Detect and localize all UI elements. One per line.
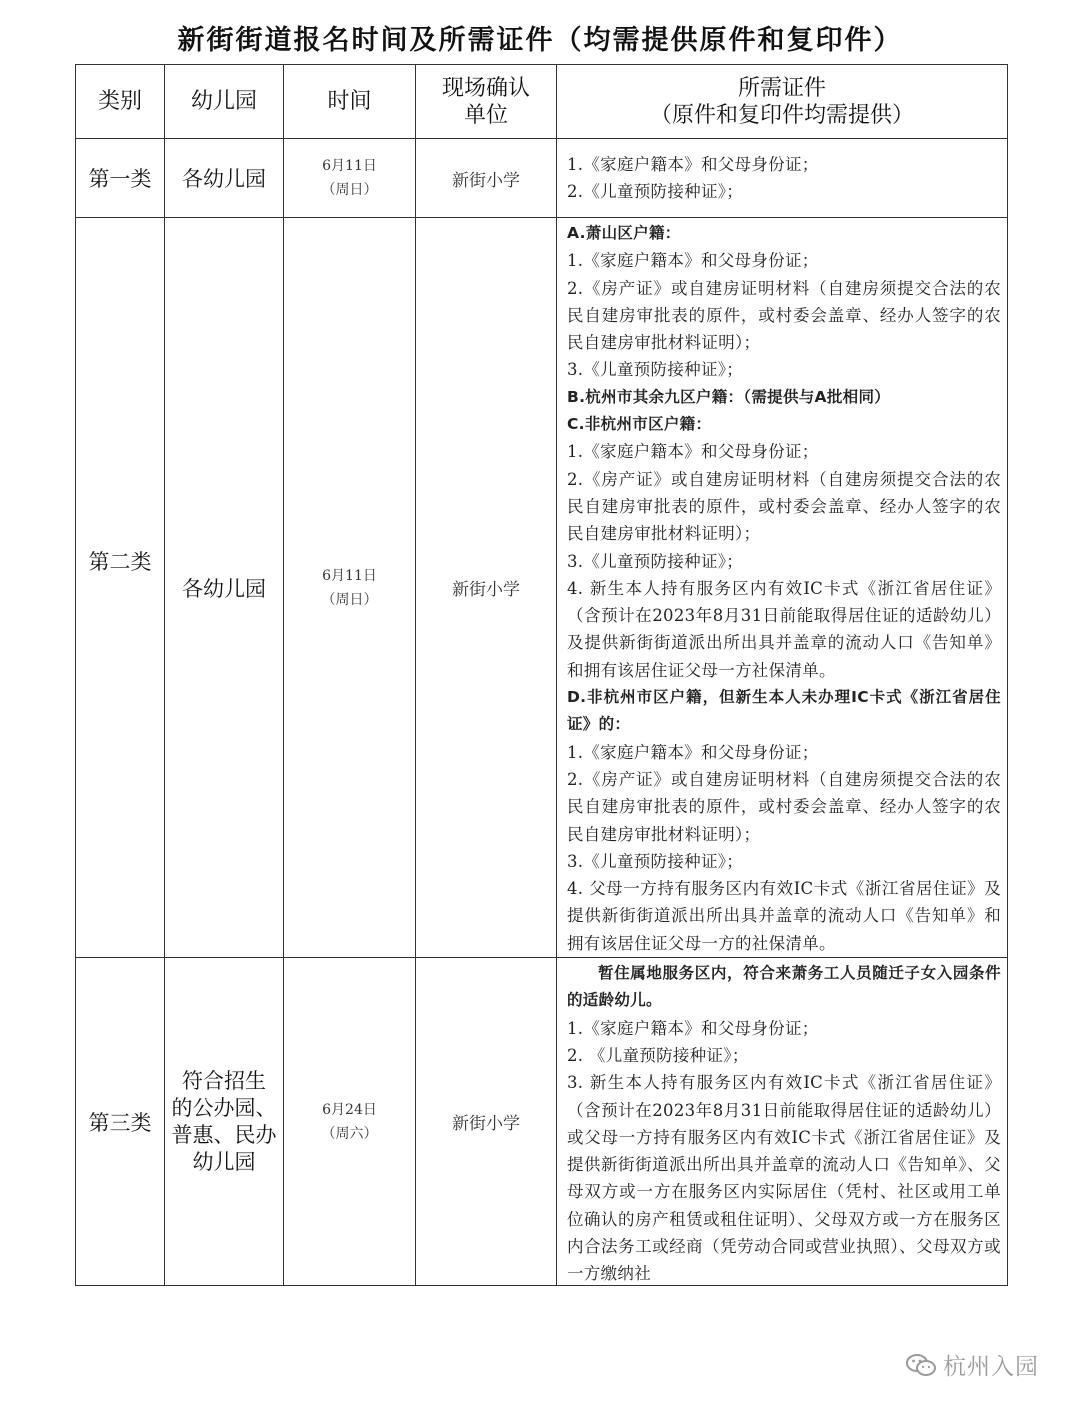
- row-time: 6月24日 （周六）: [284, 958, 416, 1286]
- doc-line: B.杭州市其余九区户籍：（需提供与A批相同）: [567, 387, 891, 406]
- row-time: 6月11日 （周日）: [284, 139, 416, 218]
- header-docs: 所需证件 （原件和复印件均需提供）: [557, 65, 1008, 139]
- doc-line: 3.《儿童预防接种证》；: [567, 360, 744, 380]
- row-kindergarten: 符合招生 的公办园、 普惠、民办 幼儿园: [165, 958, 284, 1286]
- doc-line: 1.《家庭户籍本》和父母身份证；: [567, 155, 819, 174]
- wechat-icon: [905, 1352, 937, 1378]
- doc-line: 1.《家庭户籍本》和父母身份证；: [567, 442, 819, 462]
- doc-line: 3.《儿童预防接种证》；: [567, 851, 744, 871]
- doc-line: A.萧山区户籍：: [567, 224, 681, 242]
- doc-line: C.非杭州市区户籍：: [567, 415, 712, 434]
- row-kindergarten: 各幼儿园: [165, 218, 284, 958]
- page-title: 新街街道报名时间及所需证件（均需提供原件和复印件）: [177, 25, 903, 56]
- doc-line: 3.《儿童预防接种证》；: [567, 551, 744, 571]
- table-row: [76, 218, 1008, 958]
- doc-line: 2.《房产证》或自建房证明材料（自建房须提交合法的农民自建房审批表的原件，或村委会盖章、经办人签字的农民自建房审批材料证明）；: [567, 769, 1001, 844]
- doc-line: 1.《家庭户籍本》和父母身份证；: [567, 251, 819, 271]
- row-unit: 新街小学: [416, 218, 557, 958]
- header-kindergarten: 幼儿园: [165, 65, 284, 139]
- table-row: [76, 958, 1008, 1286]
- doc-line: 1.《家庭户籍本》和父母身份证；: [567, 1018, 819, 1038]
- row-docs: [557, 218, 1008, 958]
- row-kindergarten: 各幼儿园: [165, 139, 284, 218]
- row-unit: 新街小学: [416, 958, 557, 1286]
- table-row: [76, 139, 1008, 218]
- watermark: [905, 1348, 1039, 1381]
- doc-line: 1.《家庭户籍本》和父母身份证；: [567, 742, 819, 762]
- header-unit: 现场确认 单位: [416, 65, 557, 139]
- doc-line: 2. 《儿童预防接种证》；: [567, 1045, 749, 1065]
- header-time: 时间: [284, 65, 416, 139]
- registration-table: [75, 64, 1008, 1286]
- table-header-row: [76, 65, 1008, 139]
- row-time: 6月11日 （周日）: [284, 218, 416, 958]
- doc-line: 2.《房产证》或自建房证明材料（自建房须提交合法的农民自建房审批表的原件，或村委会盖章、经办人签字的农民自建房审批材料证明）；: [567, 278, 1001, 353]
- row-docs: [557, 139, 1008, 218]
- row-unit: 新街小学: [416, 139, 557, 218]
- doc-line: D.非杭州市区户籍，但新生本人未办理IC卡式《浙江省居住证》的：: [567, 688, 1001, 734]
- row-category: 第三类: [76, 958, 165, 1286]
- watermark-text: 杭州入园: [943, 1354, 1039, 1380]
- doc-line: 2.《儿童预防接种证》；: [567, 182, 744, 202]
- doc-line: 暂住属地服务区内，符合来萧务工人员随迁子女入园条件的适龄幼儿。: [567, 964, 1001, 1010]
- doc-line: 3. 新生本人持有服务区内有效IC卡式《浙江省居住证》（含预计在2023年8月31日前能取得居住证的适龄幼儿）或父母一方持有服务区内有效IC卡式《浙江省居住证》及提供新街街道派出所出具并盖章的流动人口《告知单》、父母双方或一方在服务区内实际居住（凭村、社区或用工单位确认的房产租赁或租住证明）、父母双方或一方在服务区内合法务工或经商（凭劳动合同或营业执照）、父母双方或一方缴纳社: [567, 1073, 1001, 1283]
- header-category: 类别: [76, 65, 165, 139]
- row-docs: [557, 958, 1008, 1286]
- row-category: 第一类: [76, 139, 165, 218]
- doc-line: 4. 父母一方持有服务区内有效IC卡式《浙江省居住证》及提供新街街道派出所出具并盖章的流动人口《告知单》和拥有该居住证父母一方的社保清单。: [567, 879, 1001, 953]
- doc-line: 2.《房产证》或自建房证明材料（自建房须提交合法的农民自建房审批表的原件，或村委会盖章、经办人签字的农民自建房审批材料证明）；: [567, 469, 1001, 544]
- doc-line: 4. 新生本人持有服务区内有效IC卡式《浙江省居住证》（含预计在2023年8月31日前能取得居住证的适龄幼儿）及提供新街街道派出所出具并盖章的流动人口《告知单》和拥有该居住证父母一方社保清单。: [567, 578, 1001, 680]
- row-category: 第二类: [76, 218, 165, 958]
